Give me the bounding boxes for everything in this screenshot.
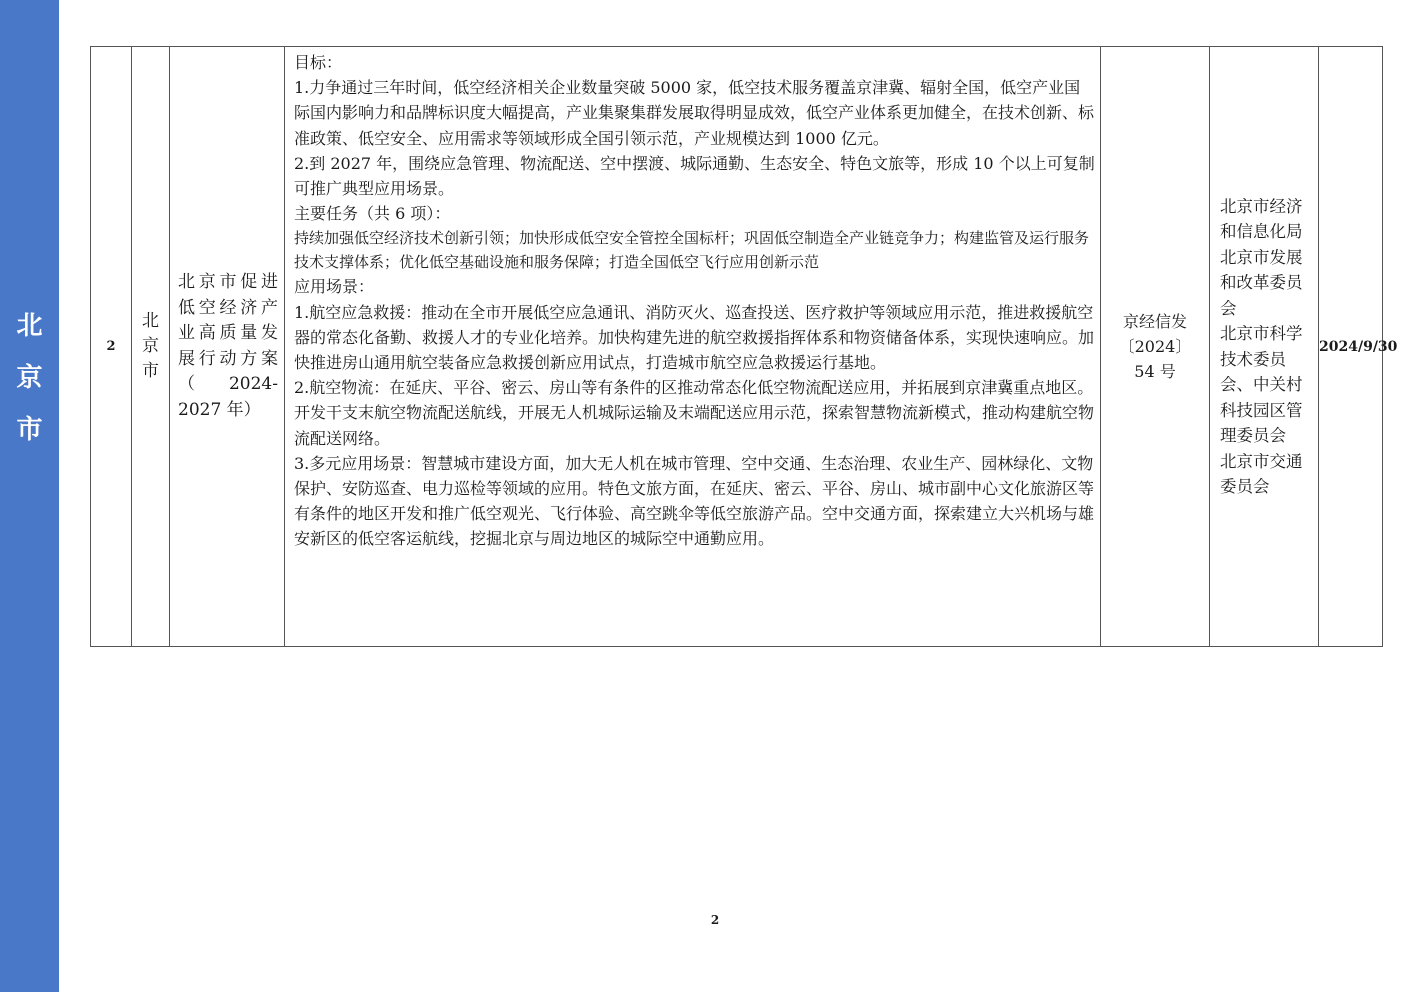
row-number: 2 [91, 47, 132, 647]
page-number: 2 [710, 913, 720, 927]
tasks-heading: 主要任务（共 6 项）： [294, 204, 451, 224]
issuing-departments [1210, 47, 1319, 647]
row-region [132, 47, 170, 647]
issue-date: 2024/9/30 [1319, 47, 1383, 647]
doc-number-line: 〔2024〕 [1118, 337, 1192, 356]
sidebar-char: 北 [16, 311, 43, 341]
region-char: 京 [142, 336, 159, 356]
policy-table [90, 46, 1398, 647]
document-number [1101, 47, 1210, 647]
scene-item: 2.航空物流：在延庆、平谷、密云、房山等有条件的区推动常态化低空物流配送应用，并拓展到京津冀重点地区。开发干支末航空物流配送航线，开展无人机城际运输及末端配送应用示范，探索智慧物流新模式，推动构建航空物流配送网络。 [294, 378, 1095, 448]
department-name: 北京市交通委员会 [1220, 451, 1303, 496]
policy-title: 北京市促进低空经济产业高质量发展行动方案（ 2024-2027 年） [170, 47, 285, 647]
sidebar-char: 市 [16, 415, 43, 445]
scenes-heading: 应用场景： [294, 277, 375, 297]
scene-item: 3.多元应用场景：智慧城市建设方面，加大无人机在城市管理、空中交通、生态治理、农业生产、园林绿化、文物保护、安防巡查、电力巡检等领域的应用。特色文旅方面，在延庆、密云、平谷、房山、城市副中心文化旅游区等有条件的地区开发和推广低空观光、飞行体验、高空跳伞等低空旅游产品。空中交通方面，探索建立大兴机场与雄安新区的低空客运航线，挖掘北京与周边地区的城际空中通勤应用。 [294, 453, 1095, 549]
region-char: 北 [142, 311, 159, 331]
region-sidebar [0, 0, 59, 992]
sidebar-char: 京 [16, 363, 43, 393]
region-char: 市 [142, 361, 159, 381]
doc-number-line: 京经信发 [1122, 312, 1187, 331]
goal-item: 2.到 2027 年，围绕应急管理、物流配送、空中摆渡、城际通勤、生态安全、特色文旅等，形成 10 个以上可复制可推广典型应用场景。 [294, 153, 1095, 199]
table-row [91, 47, 1383, 647]
department-name: 北京市经济和信息化局 [1220, 196, 1303, 241]
scene-item: 1.航空应急救援：推动在全市开展低空应急通讯、消防灭火、巡查投送、医疗救护等领域应用示范，推进救援航空器的常态化备勤、救援人才的专业化培养。加快构建先进的航空救援指挥体系和物资储备体系，实现快速响应。加快推进房山通用航空装备应急救援创新应用试点，打造城市航空应急救援运行基地。 [294, 302, 1095, 373]
policy-content [285, 47, 1101, 647]
tasks-text: 持续加强低空经济技术创新引领；加快形成低空安全管控全国标杆；巩固低空制造全产业链竞争力；构建监管及运行服务技术支撑体系；优化低空基础设施和服务保障；打造全国低空飞行应用创新示范 [294, 229, 1090, 272]
goal-heading: 目标： [294, 53, 343, 72]
goal-item: 1.力争通过三年时间，低空经济相关企业数量突破 5000 家，低空技术服务覆盖京津冀、辐射全国，低空产业国际国内影响力和品牌标识度大幅提高，产业集聚集群发展取得明显成效，低空产业体系更加健全，在技术创新、标准政策、低空安全、应用需求等领域形成全国引领示范，产业规模达到 1000 亿元。 [294, 78, 1095, 148]
department-name: 北京市发展和改革委员会 [1220, 247, 1303, 318]
department-name: 北京市科学技术委员会、中关村科技园区管理委员会 [1220, 324, 1303, 445]
sidebar-region-label [0, 300, 59, 456]
doc-number-line: 54 号 [1134, 362, 1176, 381]
